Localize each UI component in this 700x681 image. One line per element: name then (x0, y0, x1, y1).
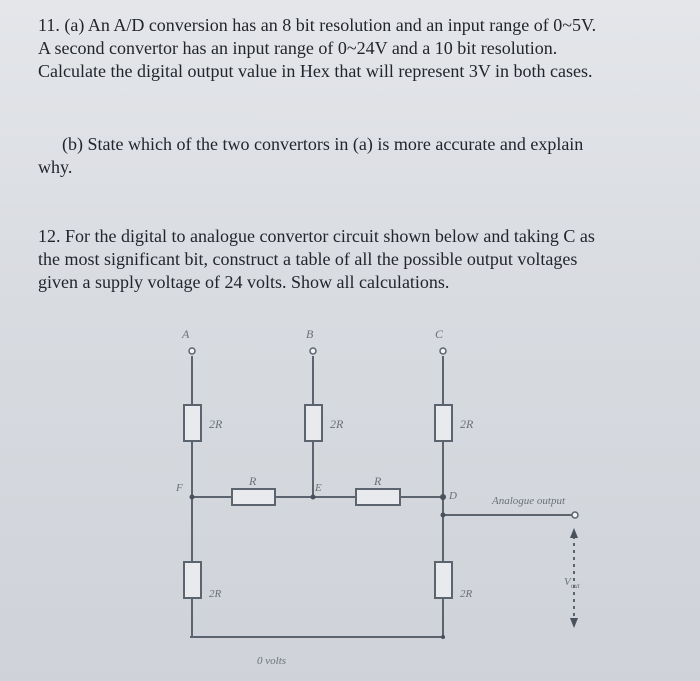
question-11a-line-3: Calculate the digital output value in Hex that will represent 3V in both cases. (38, 61, 593, 81)
terminal-output (572, 512, 578, 518)
junction-output (441, 513, 446, 518)
label-vout-v: V (564, 576, 571, 588)
label-2r-b: 2R (330, 417, 344, 431)
question-11a-line-2: A second convertor has an input range of 0~24V and a 10 bit resolution. (38, 38, 558, 58)
label-r-ed: R (374, 474, 382, 488)
label-2r-c: 2R (460, 417, 474, 431)
resistor-2r-c (435, 405, 452, 441)
question-11b-line-2: why. (38, 157, 73, 177)
label-b: B (306, 327, 314, 341)
question-12-line-2: the most significant bit, construct a table of all the possible output voltages (38, 249, 578, 269)
label-node-e: E (315, 482, 322, 494)
terminal-b (310, 348, 316, 354)
label-a: A (182, 327, 190, 341)
terminal-a (189, 348, 195, 354)
label-vout (564, 576, 581, 590)
label-analogue-output: Analogue output (492, 495, 566, 507)
resistor-2r-d-ground (435, 562, 452, 598)
resistor-2r-f-ground (184, 562, 201, 598)
question-11a-line-1: 11. (a) An A/D conversion has an 8 bit resolution and an input range of 0~5V. (38, 15, 597, 35)
label-node-f: F (176, 482, 183, 494)
resistor-2r-a (184, 405, 201, 441)
resistor-r-fe (232, 489, 275, 505)
junction-f (190, 495, 195, 500)
label-ground: 0 volts (257, 655, 287, 667)
label-node-d: D (449, 490, 457, 502)
question-12-line-1: 12. For the digital to analogue convertor circuit shown below and taking C as (38, 226, 595, 246)
label-c: C (435, 327, 444, 341)
junction-d (440, 494, 446, 500)
label-2r-a: 2R (209, 417, 223, 431)
resistor-r-ed (356, 489, 400, 505)
vout-arrow-down-icon (570, 618, 578, 628)
junction-e (311, 495, 316, 500)
label-vout-sub: out (570, 582, 580, 590)
label-r-fe: R (249, 474, 257, 488)
resistor-2r-b (305, 405, 322, 441)
vout-arrow-up-icon (570, 528, 578, 538)
label-2r-f-ground: 2R (209, 588, 222, 600)
terminal-c (440, 348, 446, 354)
junction-ground-right (441, 635, 445, 639)
question-11b-line-1: (b) State which of the two convertors in (a) is more accurate and explain (62, 134, 584, 154)
label-2r-d-ground: 2R (460, 588, 473, 600)
question-12-line-3: given a supply voltage of 24 volts. Show all calculations. (38, 272, 450, 292)
